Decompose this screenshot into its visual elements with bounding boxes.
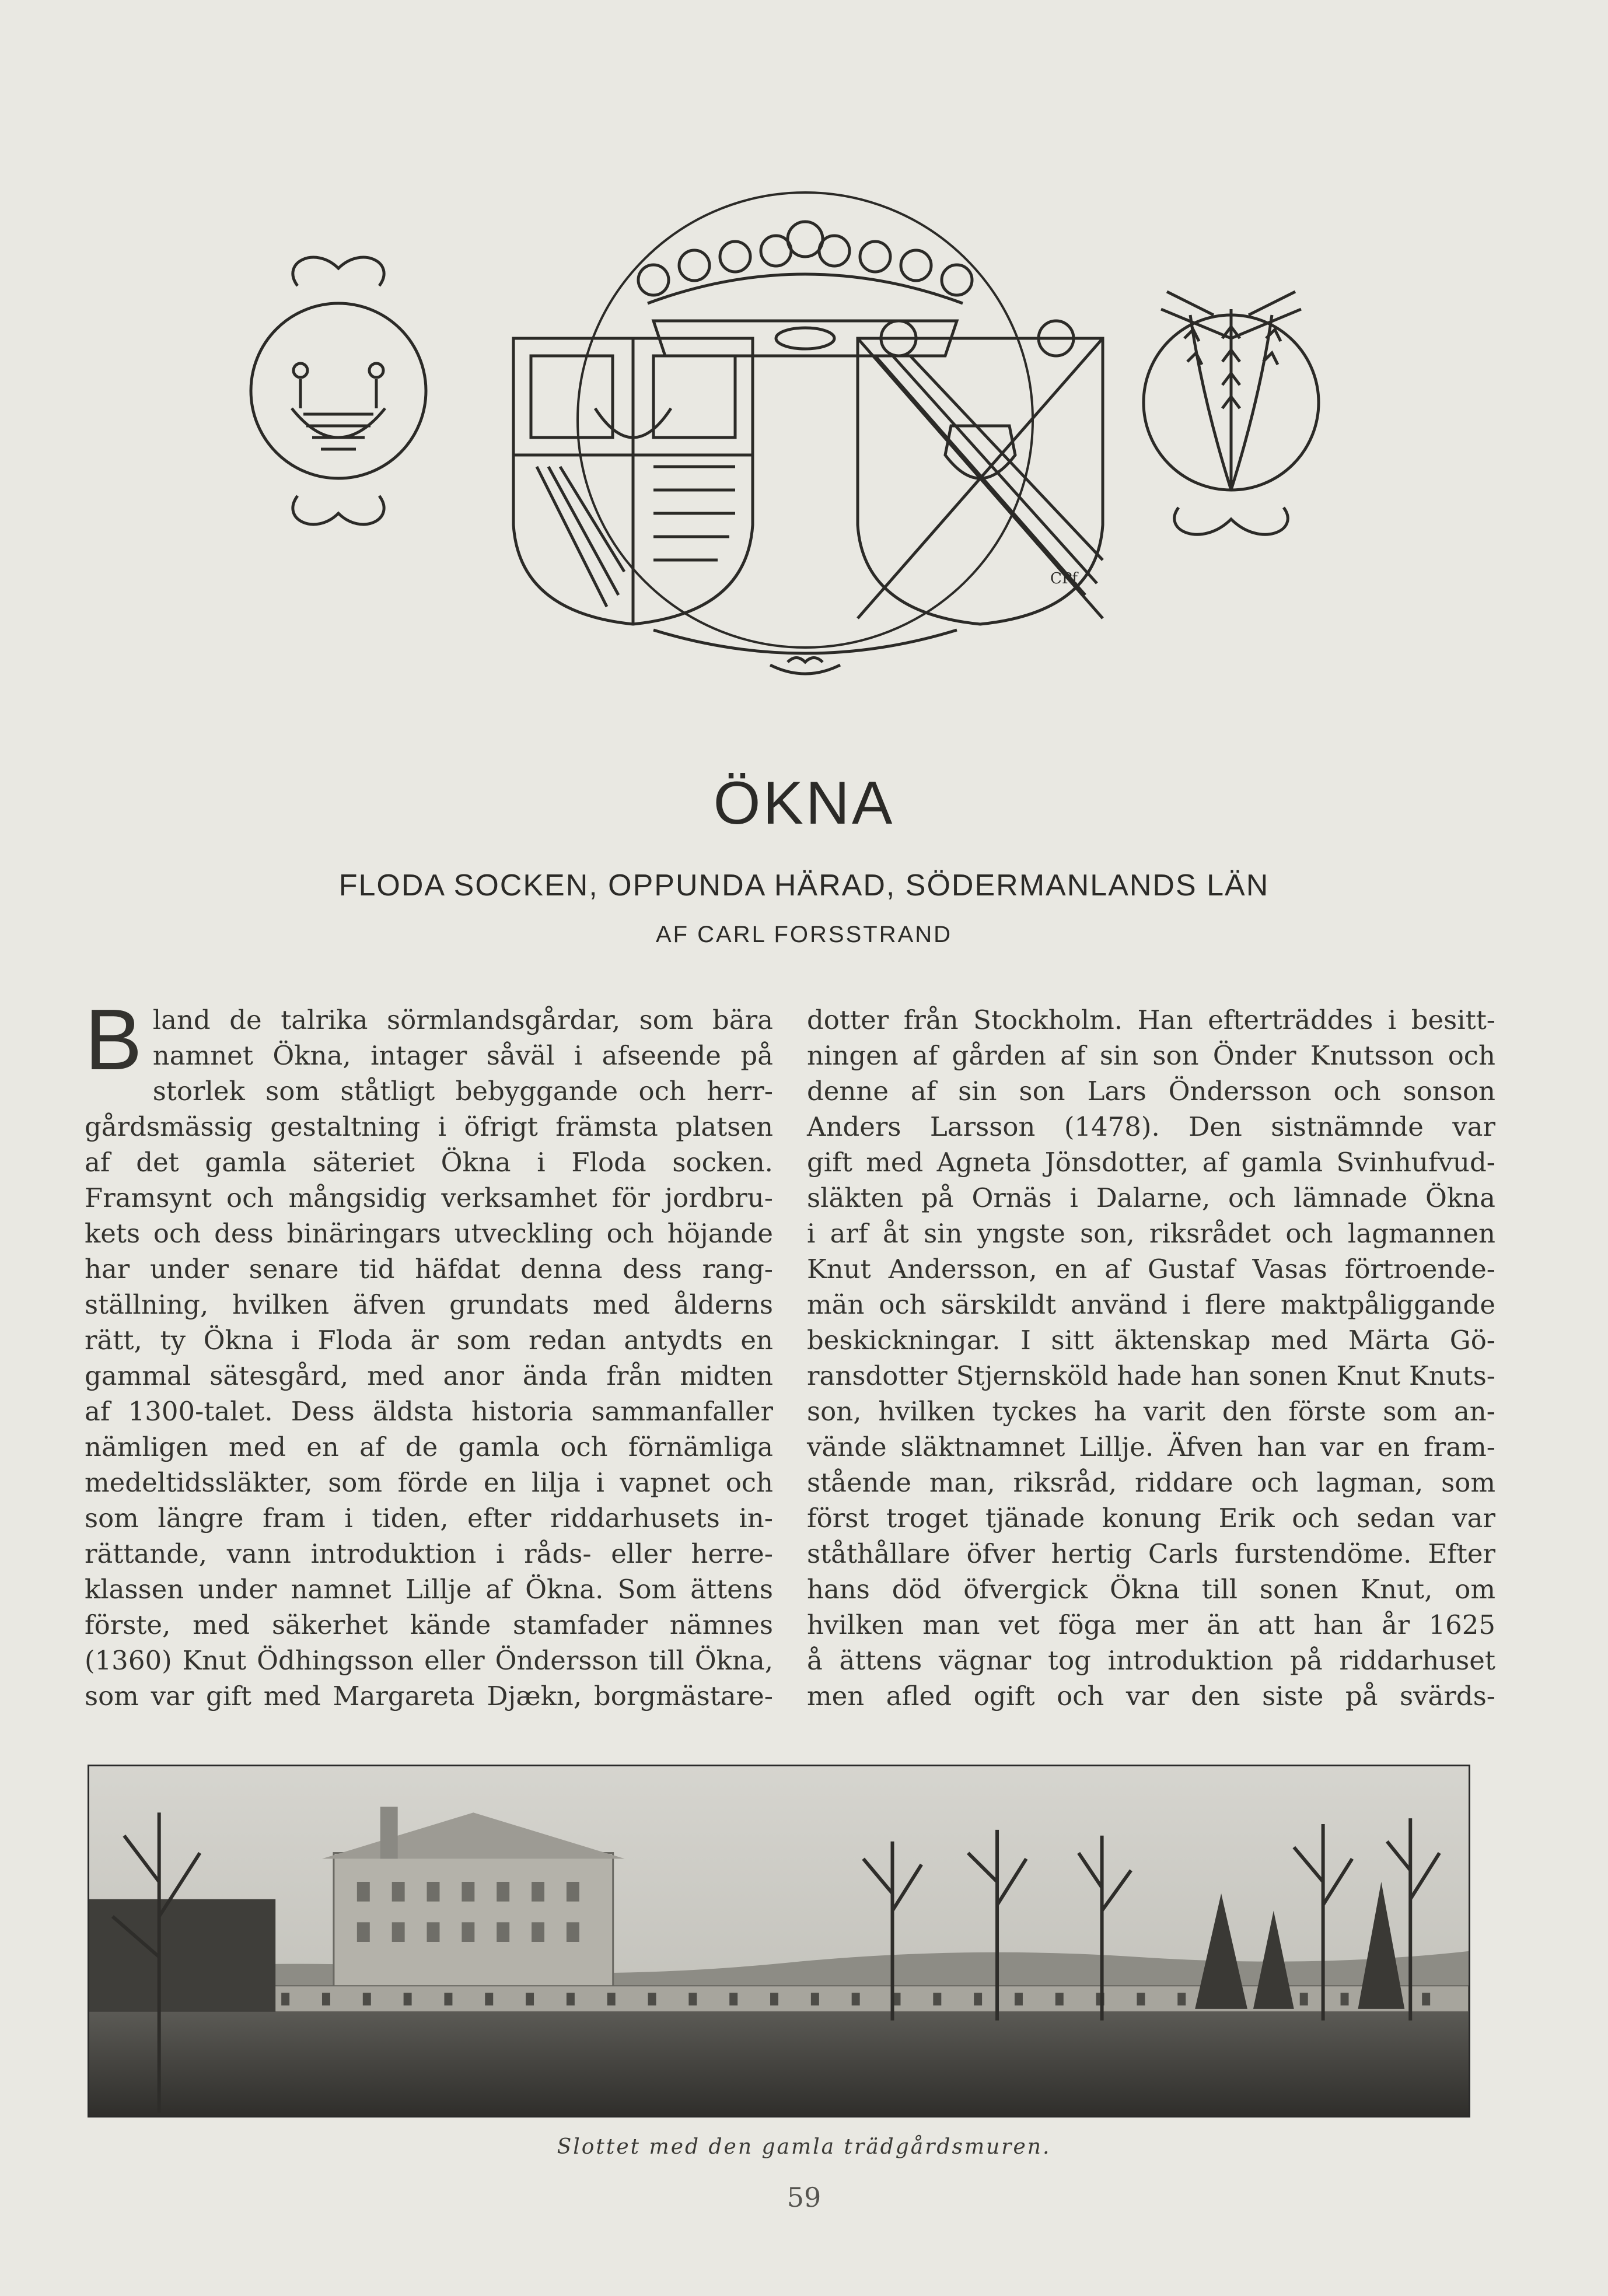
text-line: ningen af gården af sin son Önder Knutsson och xyxy=(807,1040,1495,1071)
right-medallion-wheat-icon xyxy=(1144,292,1319,534)
manor-photo-illustration xyxy=(89,1766,1469,2116)
text-line: nämligen med en af de gamla och förnämliga xyxy=(85,1432,773,1462)
drop-cap: B xyxy=(85,992,142,1088)
text-line: å ättens vägnar tog introduktion på riddarhuset xyxy=(807,1645,1495,1676)
text-line: namnet Ökna, intager såväl i afseende på xyxy=(152,1040,773,1071)
artist-monogram: CPf xyxy=(1050,570,1078,587)
page-title: ÖKNA xyxy=(713,769,895,837)
text-line: gårdsmässig gestaltning i öfrigt främsta platsen xyxy=(85,1111,773,1142)
text-line: Framsynt och mångsidig verksamhet för jordbru- xyxy=(85,1182,773,1213)
text-line: förste, med säkerhet kände stamfader nämnes xyxy=(85,1609,773,1640)
text-column-right xyxy=(807,1002,1495,1714)
text-line: son, hvilken tyckes ha varit den förste som an- xyxy=(807,1396,1495,1427)
manor-photograph xyxy=(88,1765,1470,2118)
text-line: i arf åt sin yngste son, riksrådet och lagmannen xyxy=(807,1218,1495,1249)
text-line: hans död öfvergick Ökna till sonen Knut, om xyxy=(807,1574,1495,1605)
text-line: hvilken man vet föga mer än att han år 1625 xyxy=(807,1609,1495,1640)
text-line: kets och dess binäringars utveckling och höjande xyxy=(85,1218,773,1249)
text-line: stående man, riksråd, riddare och lagman, som xyxy=(807,1467,1495,1498)
text-line: släkten på Ornäs i Dalarne, och lämnade Ökna xyxy=(807,1182,1495,1213)
text-line: storlek som ståtligt bebyggande och herr- xyxy=(152,1076,773,1107)
page-number: 59 xyxy=(786,2182,822,2213)
text-column-left xyxy=(85,992,773,1714)
text-line: ställning, hvilken äfven grundats med ålderns xyxy=(85,1289,773,1320)
text-line: Anders Larsson (1478). Den sistnämnde var xyxy=(807,1111,1495,1142)
text-line: gammal sätesgård, med anor ända från midten xyxy=(85,1360,773,1391)
text-line: har under senare tid häfdat denna dess rang- xyxy=(85,1254,773,1284)
author-line: AF CARL FORSSTRAND xyxy=(655,922,953,947)
text-line: Knut Andersson, en af Gustaf Vasas förtroende- xyxy=(807,1254,1495,1284)
text-line: som var gift med Margareta Djækn, borgmästare- xyxy=(85,1681,773,1712)
heraldic-header-ornament xyxy=(245,163,1365,688)
text-line: ransdotter Stjernsköld hade han sonen Knut Knuts- xyxy=(807,1360,1495,1391)
text-line: dotter från Stockholm. Han efterträddes i besitt- xyxy=(807,1005,1495,1035)
left-medallion-icon xyxy=(251,257,426,524)
text-line: som längre fram i tiden, efter riddarhusets in- xyxy=(85,1503,773,1534)
text-line: vände släktnamnet Lillje. Äfven han var en fram- xyxy=(807,1432,1495,1462)
text-line: beskickningar. I sitt äktenskap med Märta Gö- xyxy=(807,1325,1495,1356)
text-line: af det gamla säteriet Ökna i Floda socken. xyxy=(85,1147,773,1178)
text-line: först troget tjänade konung Erik och sedan var xyxy=(807,1503,1495,1534)
text-line: denne af sin son Lars Öndersson och sonson xyxy=(807,1076,1495,1107)
text-line: medeltidssläkter, som förde en lilja i vapnet och xyxy=(85,1467,773,1498)
text-line: af 1300-talet. Dess äldsta historia sammanfaller xyxy=(85,1396,773,1427)
text-line: rätt, ty Ökna i Floda är som redan antydts en xyxy=(85,1325,773,1356)
central-arms-icon xyxy=(513,192,1103,674)
text-line: rättande, vann introduktion i råds- eller herre- xyxy=(85,1538,773,1569)
page-subtitle: FLODA SOCKEN, OPPUNDA HÄRAD, SÖDERMANLANDS LÄN xyxy=(338,869,1270,902)
text-line: land de talrika sörmlandsgårdar, som bära xyxy=(152,1005,773,1035)
text-line: män och särskildt använd i flere maktpåliggande xyxy=(807,1289,1495,1320)
text-line: men afled ogift och var den siste på svärds- xyxy=(807,1681,1495,1712)
text-line: gift med Agneta Jönsdotter, af gamla Svinhufvud- xyxy=(807,1147,1495,1178)
coat-of-arms-illustration xyxy=(245,163,1365,688)
text-line: ståthållare öfver hertig Carls furstendöme. Efter xyxy=(807,1538,1495,1569)
text-line: klassen under namnet Lillje af Ökna. Som ättens xyxy=(85,1574,773,1605)
photo-caption: Slottet med den gamla trädgårdsmuren. xyxy=(557,2135,1051,2159)
text-line: (1360) Knut Ödhingsson eller Öndersson till Ökna, xyxy=(85,1645,773,1676)
